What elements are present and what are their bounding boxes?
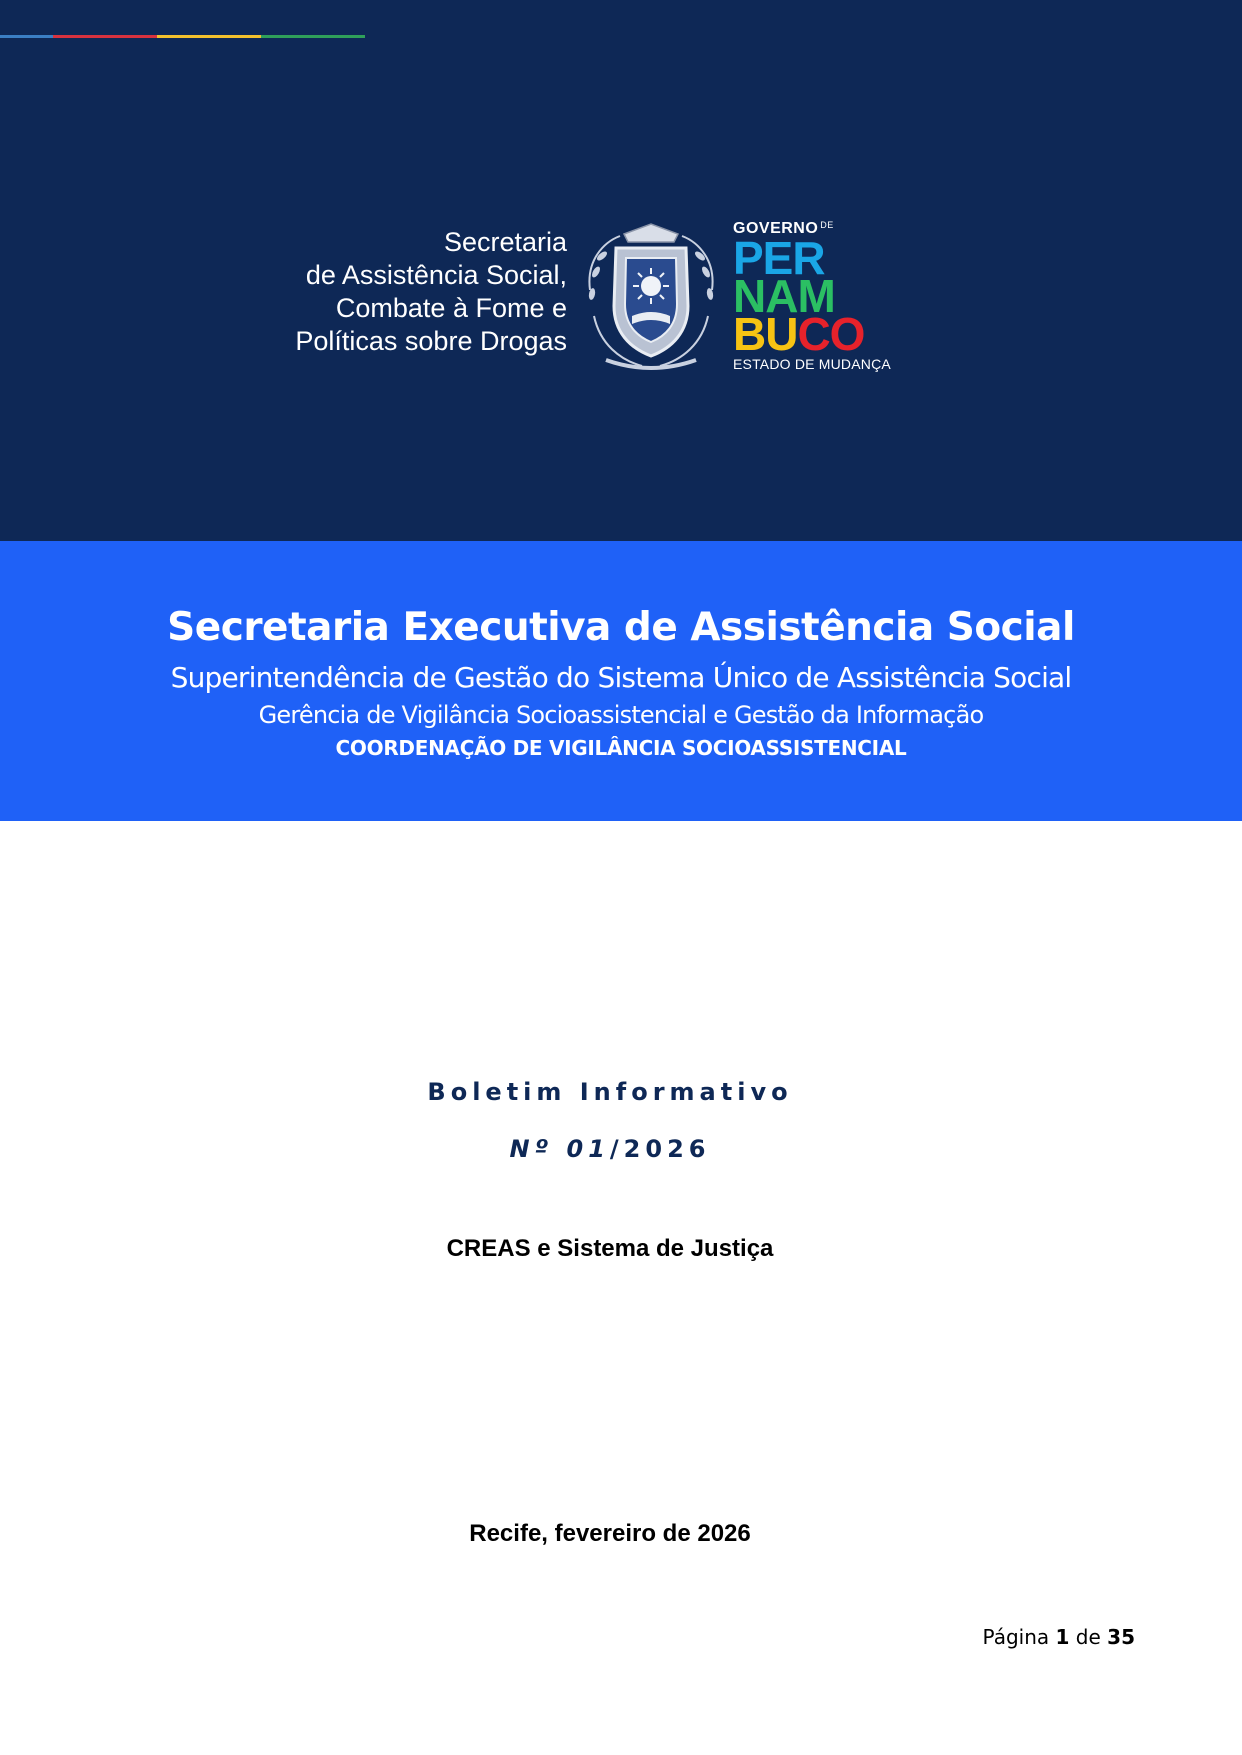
bulletin-subject: CREAS e Sistema de Justiça: [446, 1235, 774, 1262]
gov-logo-line-1: PER: [733, 232, 825, 284]
secretaria-line: Combate à Fome e: [335, 293, 567, 323]
banner-secretaria-executiva: Secretaria Executiva de Assistência Social: [167, 605, 1075, 650]
gov-logo-line-3a: BU: [733, 308, 798, 360]
secretaria-name: [240, 226, 567, 358]
gov-logo-top-small: DE: [820, 220, 834, 230]
page-number: [983, 1625, 1135, 1649]
gov-logo-line-3b: CO: [797, 308, 865, 360]
banner-coordenacao: COORDENAÇÃO DE VIGILÂNCIA SOCIOASSISTENCIAL: [335, 736, 907, 760]
pernambuco-coat-of-arms-icon: [576, 220, 726, 372]
page-current: 1: [1055, 1625, 1070, 1649]
page-of: de: [1075, 1625, 1101, 1649]
gov-logo-slogan: ESTADO DE MUDANÇA: [733, 356, 891, 372]
header-band: [0, 0, 1242, 541]
banner-superintendencia: Superintendência de Gestão do Sistema Único de Assistência Social: [170, 661, 1072, 694]
page-total: 35: [1107, 1625, 1135, 1649]
bulletin-title: Boletim Informativo: [427, 1078, 793, 1106]
color-stripe-red: [53, 35, 157, 38]
bulletin-number-year: /2026: [609, 1135, 711, 1163]
banner-gerencia: Gerência de Vigilância Socioassistencial e Gestão da Informação: [258, 701, 984, 729]
bulletin-number-prefix: Nº 01: [509, 1135, 610, 1163]
color-stripe-green: [261, 35, 365, 38]
secretaria-line: de Assistência Social,: [305, 260, 567, 290]
place-date: Recife, fevereiro de 2026: [469, 1520, 751, 1547]
gov-logo-top: GOVERNO: [733, 220, 819, 237]
color-stripe-yellow: [157, 35, 261, 38]
secretaria-line: Secretaria: [443, 227, 567, 257]
secretaria-line: Políticas sobre Drogas: [295, 326, 567, 356]
color-stripe-blue: [0, 35, 53, 38]
bulletin-number: [0, 1135, 1220, 1163]
page-label: Página: [982, 1625, 1050, 1649]
institution-banner: [0, 541, 1242, 821]
governo-pernambuco-logo: [733, 220, 923, 376]
gov-logo-line-2: NAM: [733, 270, 835, 322]
